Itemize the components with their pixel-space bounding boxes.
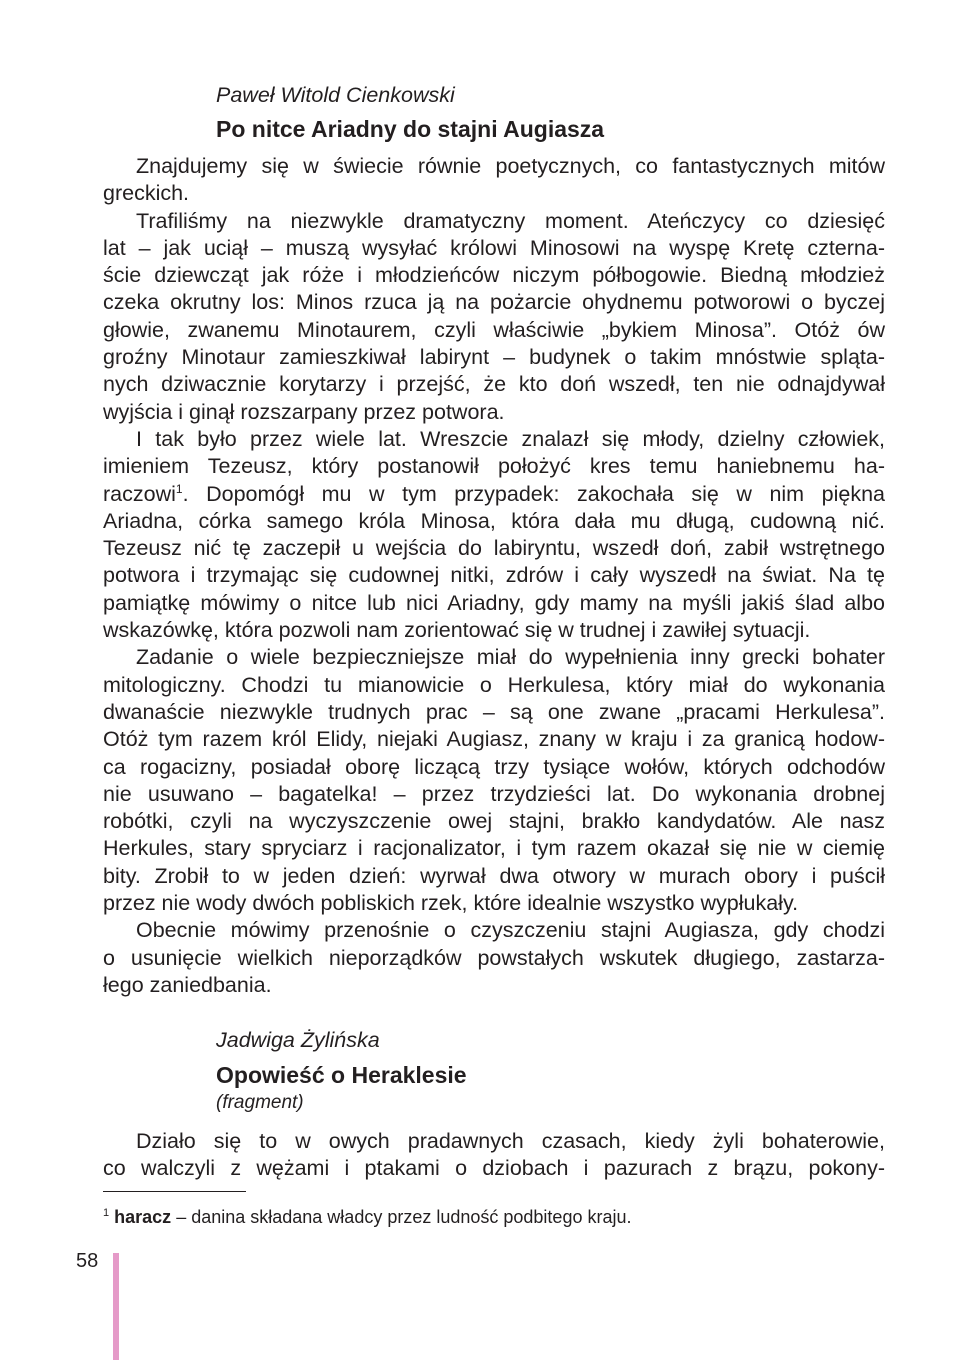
text-line: Znajdujemy się w świecie równie poetycznych, co fantastycznych mitów	[136, 154, 885, 178]
text-line: mitologiczny. Chodzi tu mianowicie o Herkulesa, który miał do wykonania	[103, 672, 885, 697]
text-line: o usunięcie wielkich nieporządków powstałych wskutek długiego, zastarza-	[103, 945, 885, 970]
text-line: Działo się to w owych pradawnych czasach, kiedy żyli bohaterowie,	[136, 1129, 885, 1153]
footnote	[103, 1202, 631, 1228]
second-body	[103, 1128, 885, 1183]
second-author: Jadwiga Żylińska	[216, 1028, 380, 1052]
page-accent-bar	[113, 1253, 119, 1360]
text-line: pamiątkę mówimy o nitce lub nici Ariadny, gdy mamy na myśli jakiś ślad albo	[103, 590, 885, 615]
text-line: Tezeusz nić tę zaczepił u wejścia do labiryntu, wszedł doń, zabił wstrętnego	[103, 536, 885, 561]
text-line: lat – jak uciął – muszą wysyłać królowi Minosowi na wyspę Kretę czterna-	[103, 235, 885, 260]
page-number: 58	[76, 1250, 99, 1272]
text-line: nych dziwacznie korytarzy i przejść, że kto doń wszedł, ten nie odnajdywał	[103, 372, 885, 397]
text-line: Trafiliśmy na niezwykle dramatyczny moment. Ateńczycy co dziesięć	[136, 208, 885, 233]
text-line: wyjścia i ginął rozszarpany przez potwora.	[103, 399, 505, 424]
article-title: Po nitce Ariadny do stajni Augiasza	[216, 116, 605, 142]
paragraph	[103, 208, 885, 426]
text-line: groźny Minotaur zamieszkiwał labirynt – budynek o takim mnóstwie spląta-	[103, 345, 885, 370]
text-line: wskazówkę, która pozwoli nam zorientować się w trudnej i zawiłej sytuacji.	[103, 618, 811, 643]
text-line: greckich.	[103, 181, 190, 206]
text-fragment: raczowi	[103, 481, 176, 506]
footnote-rule	[103, 1191, 246, 1192]
text-line: Obecnie mówimy przenośnie o czyszczeniu stajni Augiasza, gdy chodzi	[136, 918, 885, 943]
text-line: dwanaście niezwykle trudnych prac – są one zwane „pracami Herkulesa”.	[103, 699, 885, 724]
text-line: łego zaniedbania.	[103, 972, 272, 997]
footnote-ref: 1	[175, 481, 183, 496]
text-line: czeka okrutny los: Minos rzuca ją na pożarcie ohydnemu potworowi o byczej	[103, 290, 885, 315]
text-fragment: . Dopomógł mu w tym przypadek: zakochała się w nim piękna	[182, 481, 885, 506]
text-line: ście dziewcząt jak róże i młodzieńców niczym półbogowie. Biedną młodzież	[103, 263, 885, 288]
text-line: I tak było przez wiele lat. Wreszcie znalazł się młody, dzielny człowiek,	[136, 426, 885, 451]
text-line: głowie, zwanemu Minotaurem, czyli właściwie „bykiem Minosa”. Otóż ów	[103, 317, 885, 342]
text-line: ca rogacizny, posiadał oborę liczącą trzy tysiące wołów, których odchodów	[103, 754, 885, 779]
text-line: Zadanie o wiele bezpieczniejsze miał do wypełnienia inny grecki bohater	[136, 645, 885, 670]
second-title: Opowieść o Heraklesie	[216, 1062, 467, 1088]
text-line: bity. Zrobił to w jeden dzień: wyrwał dwa otwory w murach obory i puścił	[103, 863, 885, 888]
text-line: Otóż tym razem król Elidy, niejaki Augiasz, znany w kraju i za granicą hodow-	[103, 727, 885, 752]
text-line: przez nie wody dwóch pobliskich rzek, które idealnie wszystko wypłukały.	[103, 891, 799, 916]
article-author: Paweł Witold Cienkowski	[216, 83, 455, 107]
second-subtitle: (fragment)	[216, 1092, 304, 1113]
footnote-marker: 1	[103, 1207, 110, 1219]
text-line: Ariadna, córka samego króla Minosa, która dała mu długą, cudowną nić.	[103, 508, 885, 533]
text-line: potwora i trzymając się cudownej nitki, zdrów i cały wyszedł na świat. Na tę	[103, 563, 885, 588]
paragraph	[103, 153, 885, 208]
text-line: co walczyli z wężami i ptakami o dziobach i pazurach z brązu, pokony-	[103, 1156, 885, 1181]
paragraph	[103, 426, 885, 644]
footnote-text: – danina składana władcy przez ludność podbitego kraju.	[171, 1207, 632, 1227]
text-line: imieniem Tezeusz, który postanowił położyć kres temu haniebnemu ha-	[103, 454, 885, 479]
paragraph	[103, 644, 885, 917]
article-body	[103, 153, 885, 999]
footnote-term: haracz	[114, 1207, 172, 1227]
text-line: robótki, czyli na wyczyszczenie owej stajni, brakło kandydatów. Ale nasz	[103, 809, 885, 834]
text-line	[103, 481, 885, 508]
text-line: nie usuwano – bagatelka! – przez trzydzieści lat. Do wykonania drobnej	[103, 781, 885, 806]
text-line: Herkules, stary spryciarz i racjonalizator, i tym razem okazał się nie w ciemię	[103, 836, 885, 861]
paragraph	[103, 917, 885, 999]
